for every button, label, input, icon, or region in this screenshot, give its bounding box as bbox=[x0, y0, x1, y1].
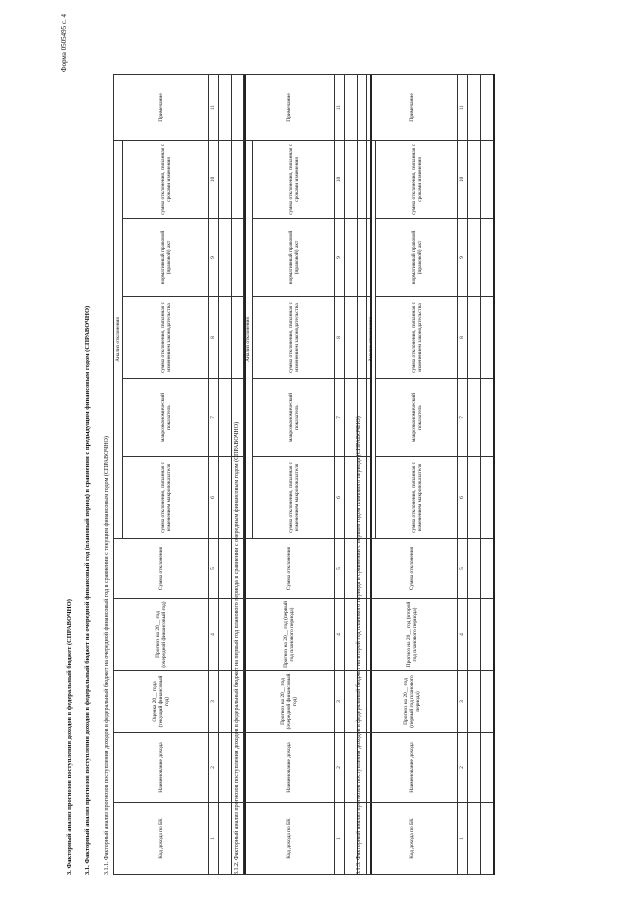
header-col4: Прогноз на 20__ год (второй год планового периода) bbox=[367, 599, 458, 671]
header-note: Примечание bbox=[367, 74, 458, 140]
header-analysis: Анализ отклонения bbox=[114, 140, 123, 538]
col-num: 10 bbox=[209, 140, 218, 218]
col-num: 11 bbox=[335, 74, 344, 140]
empty-row bbox=[467, 74, 480, 874]
header-macro-indicator: макроэкономический показатель bbox=[376, 379, 458, 457]
header-col4: Прогноз на 20__ год (очередной финансовый год) bbox=[114, 599, 209, 671]
header-macro-change: сумма отклонения, связанная с изменением макропоказателя bbox=[253, 457, 335, 539]
col-num: 6 bbox=[335, 457, 344, 539]
col-num: 6 bbox=[209, 457, 218, 539]
col-num: 5 bbox=[209, 539, 218, 599]
header-analysis: Анализ отклонения bbox=[367, 140, 376, 538]
factor-analysis-table-1 bbox=[113, 74, 246, 875]
header-name: Наименование дохода bbox=[367, 733, 458, 803]
col-num: 10 bbox=[335, 140, 344, 218]
col-num: 10 bbox=[458, 140, 467, 218]
form-number-label: Форма 0505495 с. 4 bbox=[60, 14, 68, 73]
factor-analysis-table-3 bbox=[366, 74, 495, 875]
col-num: 7 bbox=[209, 379, 218, 457]
header-note: Примечание bbox=[244, 74, 335, 140]
header-law-change: сумма отклонения, связанная с изменением законодательства bbox=[123, 297, 209, 379]
header-terms-change: сумма отклонения, связанная с сроками изменения bbox=[253, 140, 335, 218]
header-analysis: Анализ отклонения bbox=[244, 140, 253, 538]
header-col3: Прогноз на 20__ год (первый год планового периода) bbox=[367, 671, 458, 733]
col-num: 1 bbox=[209, 803, 218, 875]
col-num: 2 bbox=[458, 733, 467, 803]
section-heading-3-1-2: 3.1.2. Факторный анализ прогнозов поступления доходов в федеральный бюджет на первый год планового периода в сравнении с очередным финансовым годом (СПРАВОЧНО) bbox=[234, 421, 240, 875]
col-num: 4 bbox=[335, 599, 344, 671]
empty-row bbox=[480, 74, 494, 874]
header-deviation-sum: Сумма отклонения bbox=[367, 539, 458, 599]
col-num: 8 bbox=[335, 297, 344, 379]
header-macro-indicator: макроэкономический показатель bbox=[123, 379, 209, 457]
header-law-change: сумма отклонения, связанная с изменением законодательства bbox=[253, 297, 335, 379]
col-num: 3 bbox=[209, 671, 218, 733]
section-heading-3-1: 3.1. Факторный анализ прогнозов поступления доходов в федеральный бюджет на очередной финансовый год (плановый период) в сравнении с предыдущим финансовым годом (СПРАВОЧНО) bbox=[84, 305, 91, 875]
empty-row bbox=[218, 74, 231, 874]
col-num: 2 bbox=[335, 733, 344, 803]
header-normative-act: нормативный правовой (правовой) акт bbox=[253, 219, 335, 297]
header-macro-change: сумма отклонения, связанная с изменением макропоказателя bbox=[376, 457, 458, 539]
header-normative-act: нормативный правовой (правовой) акт bbox=[376, 219, 458, 297]
col-num: 2 bbox=[209, 733, 218, 803]
col-num: 1 bbox=[335, 803, 344, 875]
col-num: 9 bbox=[209, 219, 218, 297]
col-num: 11 bbox=[458, 74, 467, 140]
col-num: 8 bbox=[458, 297, 467, 379]
col-num: 1 bbox=[458, 803, 467, 875]
header-deviation-sum: Сумма отклонения bbox=[244, 539, 335, 599]
header-macro-indicator: макроэкономический показатель bbox=[253, 379, 335, 457]
col-num: 7 bbox=[335, 379, 344, 457]
header-terms-change: сумма отклонения, связанная с сроками изменения bbox=[376, 140, 458, 218]
header-normative-act: нормативный правовой (правовой) акт bbox=[123, 219, 209, 297]
header-col3: Оценка 20__ года (текущий финансовый год) bbox=[114, 671, 209, 733]
factor-analysis-table-2 bbox=[243, 74, 372, 875]
header-deviation-sum: Сумма отклонения bbox=[114, 539, 209, 599]
header-law-change: сумма отклонения, связанная с изменением законодательства bbox=[376, 297, 458, 379]
col-num: 4 bbox=[458, 599, 467, 671]
col-num: 3 bbox=[458, 671, 467, 733]
col-num: 6 bbox=[458, 457, 467, 539]
col-num: 3 bbox=[335, 671, 344, 733]
col-num: 9 bbox=[335, 219, 344, 297]
header-code: Код дохода по БК bbox=[367, 803, 458, 875]
col-num: 4 bbox=[209, 599, 218, 671]
header-note: Примечание bbox=[114, 74, 209, 140]
col-num: 11 bbox=[209, 74, 218, 140]
section-heading-3-1-1: 3.1.1. Факторный анализ прогнозов поступления доходов в федеральный бюджет на очередной финансовый год в сравнении с текущим финансовым годом (СПРАВОЧНО) bbox=[104, 436, 110, 875]
section-heading-3-1-3: 3.1.3. Факторный анализ прогнозов поступления доходов в федеральный бюджет на второй год планового периода в сравнении с первым годом планового периода (СПРАВОЧНО) bbox=[356, 416, 362, 875]
col-num: 8 bbox=[209, 297, 218, 379]
header-name: Наименование дохода bbox=[244, 733, 335, 803]
header-col4: Прогноз на 20__ год (первый год планового периода) bbox=[244, 599, 335, 671]
header-terms-change: сумма отклонения, связанная с сроками изменения bbox=[123, 140, 209, 218]
header-code: Код дохода по БК bbox=[114, 803, 209, 875]
col-num: 5 bbox=[335, 539, 344, 599]
col-num: 9 bbox=[458, 219, 467, 297]
header-col3: Прогноз на 20__ год (очередной финансовый год) bbox=[244, 671, 335, 733]
header-code: Код дохода по БК bbox=[244, 803, 335, 875]
header-macro-change: сумма отклонения, связанная с изменением макропоказателя bbox=[123, 457, 209, 539]
header-name: Наименование дохода bbox=[114, 733, 209, 803]
col-num: 5 bbox=[458, 539, 467, 599]
section-heading-3: 3. Факторный анализ прогнозов поступления доходов в федеральный бюджет (СПРАВОЧНО) bbox=[66, 599, 73, 875]
col-num: 7 bbox=[458, 379, 467, 457]
